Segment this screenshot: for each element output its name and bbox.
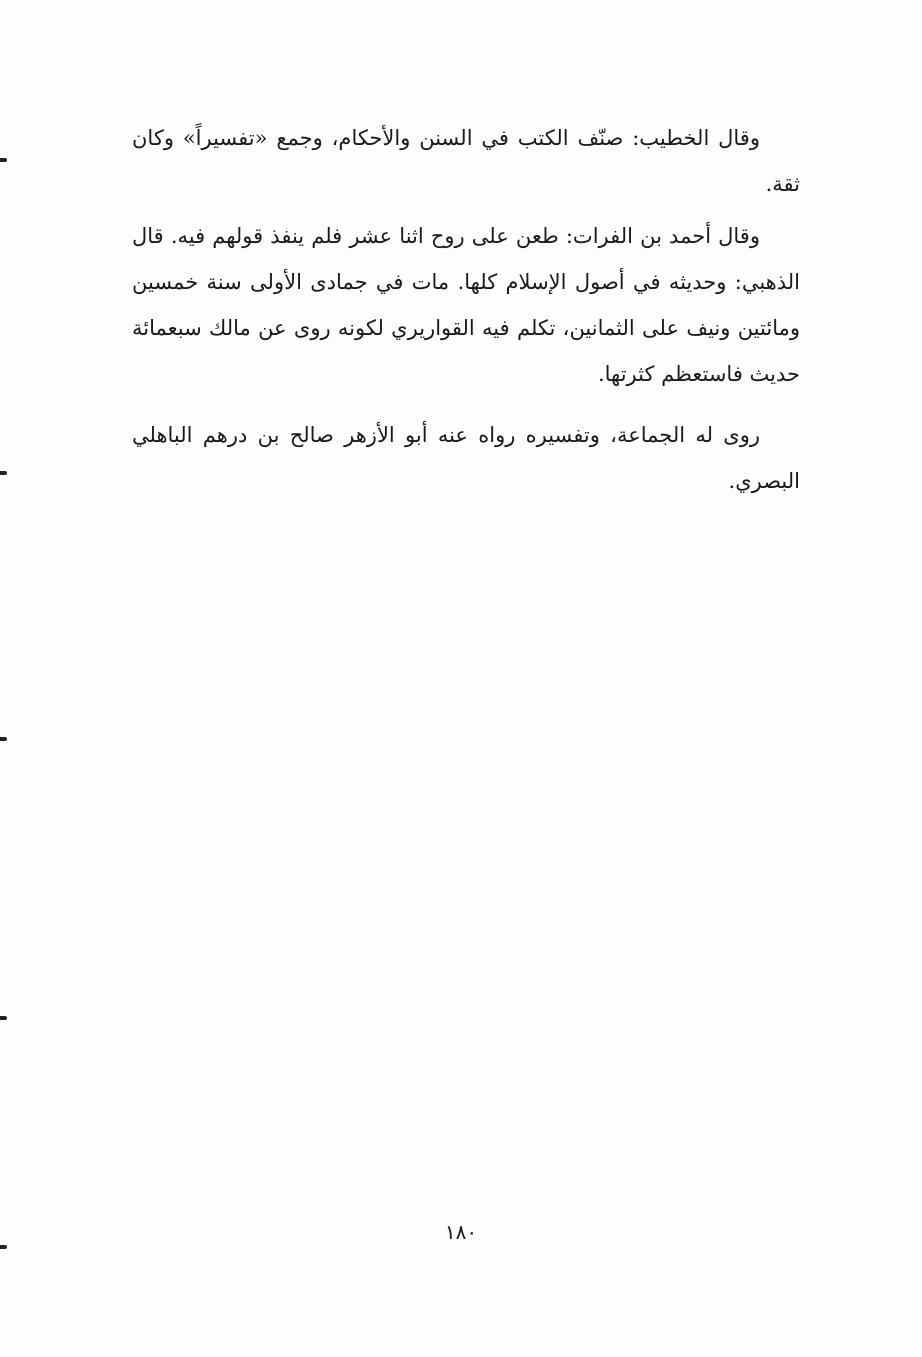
binding-mark: [0, 1245, 7, 1249]
paragraph-text: وقال أحمد بن الفرات: طعن على روح اثنا عشر فلم ينفذ قولهم فيه. قال الذهبي: وحديثه في أصول الإسلام كلها. مات في جمادى الأولى سنة خمسين ومائتين ونيف على الثمانين، تكلم فيه القواريري لكونه روى عن مالك سبعمائة حديث فاستعظم كثرتها.: [132, 224, 800, 386]
binding-mark: [0, 158, 7, 162]
paragraph-narrators: [132, 412, 800, 504]
page-number: ١٨٠: [444, 1220, 478, 1244]
binding-mark: [0, 471, 7, 475]
paragraph-text: روى له الجماعة، وتفسيره رواه عنه أبو الأزهر صالح بن درهم الباهلي البصري.: [132, 423, 800, 493]
binding-mark: [0, 1016, 7, 1020]
paragraph-text: وقال الخطيب: صنّف الكتب في السنن والأحكام، وجمع «تفسيراً» وكان ثقة.: [132, 126, 800, 196]
paragraph-ibn-furat-quote: [132, 213, 800, 397]
binding-mark: [0, 737, 7, 741]
paragraph-khatib-quote: [132, 115, 800, 207]
